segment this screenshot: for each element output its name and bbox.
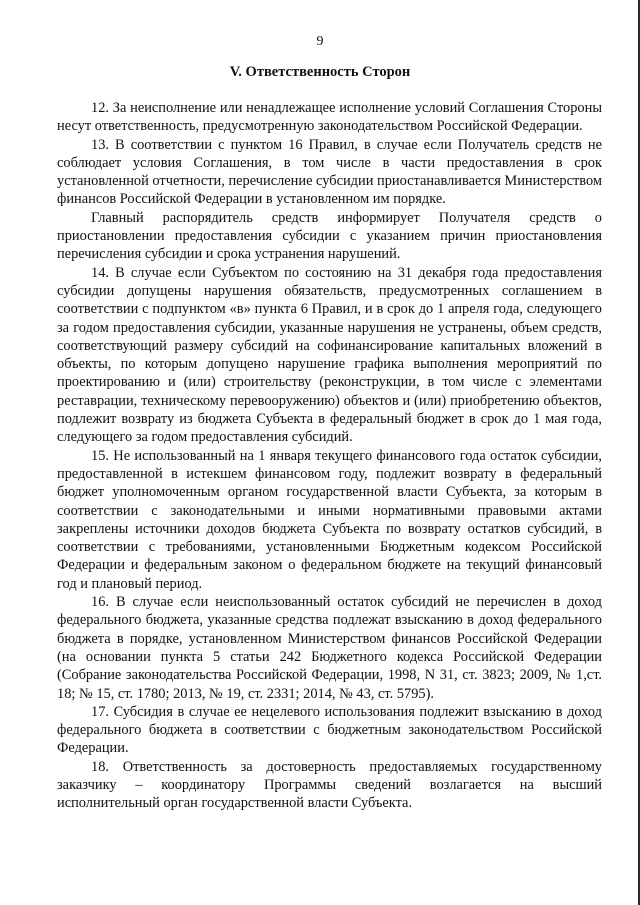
section-title: V. Ответственность Сторон <box>229 64 411 80</box>
page-number: 9 <box>316 34 324 49</box>
paragraph-13: 13. В соответствии с пунктом 16 Правил, в случае если Получатель средств не соблюдает условия Соглашения, в том числе в части предоставления в срок установленной отчетности, перечисление субсидии приостанавливается Министерством финансов Российской Федерации в установленном им порядке. <box>57 136 602 208</box>
paragraph-15: 15. Не использованный на 1 января текущего финансового года остаток субсидии, предоставленной в истекшем финансовом году, подлежит возврату в федеральный бюджет уполномоченным органом государственной власти Субъекта, за которым в соответствии с законодательными и иными нормативными правовыми актами закреплены источники доходов бюджета Субъекта по возврату остатков субсидий, в соответствии с требованиями, установленными Бюджетным кодексом Российской Федерации и федеральным законом о федеральном бюджете на текущий финансовый год и плановый период. <box>57 447 602 592</box>
paragraph-12: 12. За неисполнение или ненадлежащее исполнение условий Соглашения Стороны несут ответственность, предусмотренную законодательством Российской Федерации. <box>57 100 602 135</box>
paragraph-16: 16. В случае если неиспользованный остаток субсидий не перечислен в доход федерального бюджета, указанные средства подлежат взысканию в доход федерального бюджета в порядке, установленном Министерством финансов Российской Федерации (на основании пункта 5 статьи 242 Бюджетного кодекса Российской Федерации (Собрание законодательства Российской Федерации, 1998, N 31, ст. 3823; 2009, № 1,ст. 18; № 15, ст. 1780; 2013, № 19, ст. 2331; 2014, № 43, ст. 5795). <box>57 594 602 702</box>
paragraph-13-continued: Главный распорядитель средств информирует Получателя средств о приостановлении предоставления субсидии с указанием причин приостановления перечисления субсидии и срока устранения нарушений. <box>57 209 602 263</box>
paragraph-18: 18. Ответственность за достоверность предоставляемых государственному заказчику – координатору Программы сведений возлагается на высший исполнительный орган государственной власти Субъекта. <box>57 758 602 812</box>
section-body <box>57 99 602 813</box>
paragraph-17: 17. Субсидия в случае ее нецелевого использования подлежит взысканию в доход федерального бюджета в соответствии с бюджетным законодательством Российской Федерации. <box>57 703 602 757</box>
paragraph-14: 14. В случае если Субъектом по состоянию на 31 декабря года предоставления субсидии допущены нарушения обязательств, предусмотренных соглашением в соответствии с подпунктом «в» пункта 6 Правил, и в срок до 1 апреля года, следующего за годом предоставления субсидии, указанные нарушения не устранены, объем средств, соответствующий размеру субсидий на софинансирование капитальных вложений в объекты, по которым допущено нарушение графика выполнения мероприятий по проектированию и (или) строительству (реконструкции, в том числе с элементами реставрации, техническому перевооружению) объектов и (или) приобретению объектов, подлежит возврату из бюджета Субъекта в федеральный бюджет в срок до 1 мая года, следующего за годом предоставления субсидий. <box>57 264 602 446</box>
